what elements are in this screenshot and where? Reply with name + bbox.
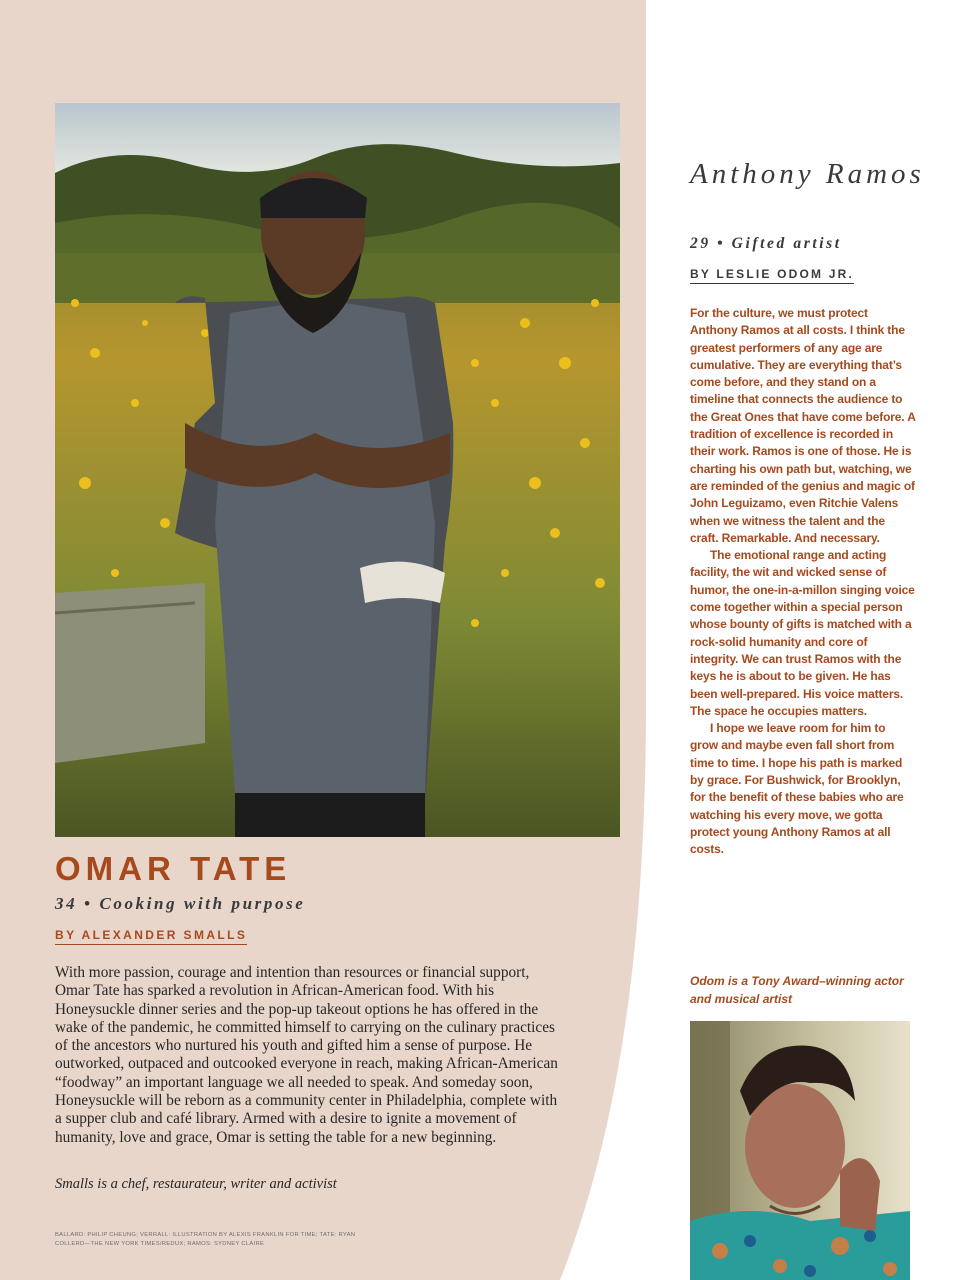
tate-name: OMAR TATE: [55, 850, 292, 887]
ramos-name: Anthony Ramos: [690, 158, 925, 190]
ramos-paragraph: The emotional range and acting facility, the wit and wicked sense of humor, the one-in-a-millon singing voice come together within a special person whose bounty of gifts is matched with a rock-solid humanity and core of integrity. We can trust Ramos with the keys he is about to be given. He has been well-prepared. His voice matters. The space he occupies matters.: [690, 548, 915, 718]
anthony-ramos-photo: [690, 1021, 910, 1280]
ramos-subtitle: 29 • Gifted artist: [690, 235, 842, 252]
ramos-author-credit: Odom is a Tony Award–winning actor and musical artist: [690, 974, 904, 1006]
tate-byline: BY ALEXANDER SMALLS: [55, 928, 247, 945]
ramos-byline: BY LESLIE ODOM JR.: [690, 267, 854, 284]
ramos-body-text: [690, 305, 916, 859]
tate-author-credit: Smalls is a chef, restaurateur, writer and activist: [55, 1176, 337, 1192]
photo-credits: BALLARD: PHILIP CHEUNG; VERRALL: ILLUSTRATION BY ALEXIS FRANKLIN FOR TIME; TATE: RYAN COLLERD—THE NEW YORK TIMES/REDUX; RAMOS: SYDNEY CLAIRE: [55, 1232, 356, 1247]
ramos-paragraph: For the culture, we must protect Anthony Ramos at all costs. I think the greatest performers of any age are cumulative. They are everything that’s come before, and they stand on a timeline that connects the audience to the Great Ones that have come before. A tradition of excellence is recorded in their work. Ramos is one of those. He is charting his own path but, watching, we are reminded of the genius and magic of John Leguizamo, even Ritchie Valens when we witness the talent and the craft. Remarkable. And necessary.: [690, 306, 916, 545]
tate-body-text: With more passion, courage and intention than resources or financial support, Omar Tate has sparked a revolution in African-American food. With his Honeysuckle dinner series and the pop-up takeout options he has offered in the wake of the pandemic, he committed himself to carrying on the culinary practices of the ancestors who nurtured his youth and gifted him a sense of purpose. He outworked, outpaced and outcooked everyone in reach, making African-American “foodway” an important language we all needed to speak. And someday soon, Honeysuckle will be reborn as a community center in Philadelphia, complete with a supper club and café library. Armed with a desire to ignite a movement of humanity, love and grace, Omar is setting the table for a new beginning.: [55, 964, 558, 1146]
tate-subtitle: 34 • Cooking with purpose: [55, 894, 306, 913]
omar-tate-photo: [55, 103, 620, 837]
ramos-paragraph: I hope we leave room for him to grow and maybe even fall short from time to time. I hope his path is marked by grace. For Bushwick, for Brooklyn, for the benefit of these babies who are watching his every move, we gotta protect young Anthony Ramos at all costs.: [690, 721, 904, 857]
